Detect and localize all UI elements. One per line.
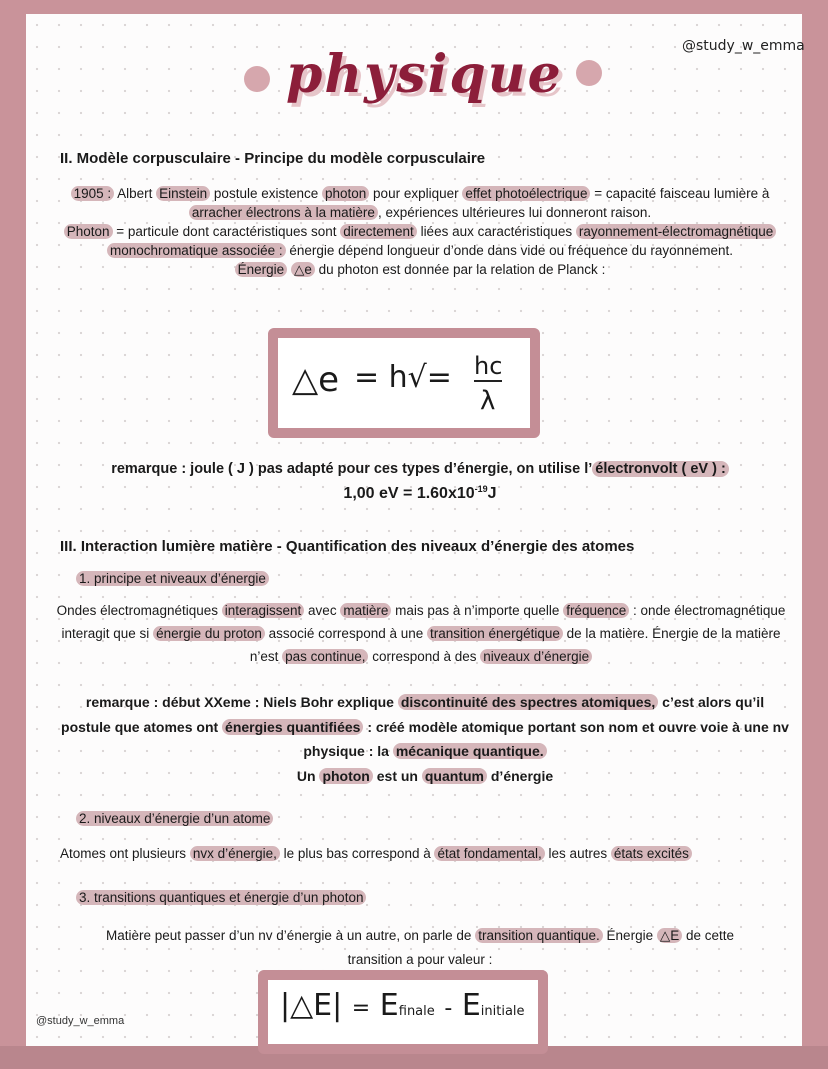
section-heading-2: II. Modèle corpusculaire - Principe du modèle corpusculaire: [60, 150, 486, 167]
text: , expériences ultérieures lui donneront raison.: [377, 204, 652, 220]
formula-denominator: λ: [480, 386, 496, 416]
energy-formula-box: [258, 970, 548, 1054]
hl-sub3: 3. transitions quantiques et énergie d’un photon: [76, 890, 366, 905]
text: mais pas à n’importe quelle: [391, 603, 564, 618]
hl-nvx: nvx d’énergie,: [190, 846, 280, 861]
page-title: physique: [286, 44, 563, 105]
hl-quantum: quantum: [422, 768, 487, 784]
hl-electronvolt: électronvolt ( eV ) :: [592, 461, 729, 477]
text: énergie dépend longueur d’onde dans vide ou fréquence du rayonnement.: [285, 242, 733, 258]
hl-photon-def: Photon: [64, 224, 113, 239]
formula2-eq: =: [351, 996, 371, 1021]
text: associé correspond à une: [264, 625, 428, 641]
remark-bohr: [40, 690, 810, 788]
text: Atomes ont plusieurs: [60, 846, 190, 861]
ev-value: 1,00 eV = 1.60x10: [343, 485, 475, 503]
hl-mecanique: mécanique quantique.: [393, 743, 547, 759]
title-block: [236, 40, 616, 120]
formula2-sub1: finale: [398, 1004, 435, 1019]
title-dot-right: [576, 60, 602, 86]
hl-transition-quantique: transition quantique.: [475, 928, 603, 943]
ev-exponent: -19: [474, 484, 488, 495]
hl-effet: effet photoélectrique: [462, 186, 590, 201]
hl-matiere: matière: [340, 603, 391, 618]
author-handle: @study_w_emma: [682, 38, 805, 54]
hl-rayonnement: rayonnement-électromagnétique: [576, 224, 776, 239]
hl-energie-proton: énergie du proton: [153, 626, 265, 641]
text: physique : la: [303, 743, 393, 759]
hl-interagissent: interagissent: [222, 603, 305, 618]
hl-mono: monochromatique associée :: [107, 243, 286, 258]
hl-einstein: Einstein: [156, 186, 210, 201]
planck-formula-box: [268, 328, 540, 438]
section-heading-3: III. Interaction lumière matière - Quantification des niveaux d’énergie des atomes: [60, 538, 635, 555]
text: est un: [372, 767, 422, 784]
text: correspond à des: [368, 648, 481, 664]
text: avec: [304, 603, 341, 618]
text: interagit que si: [61, 625, 154, 641]
text: du photon est donnée par la relation de Planck :: [314, 261, 606, 277]
title-dot-left: [244, 66, 270, 92]
hl-directement: directement: [340, 224, 417, 239]
hl-fondamental: état fondamental,: [434, 846, 544, 861]
author-handle-footer: @study_w_emma: [36, 1015, 125, 1027]
text: n’est: [249, 648, 283, 664]
text: = capacité faisceau lumière à: [590, 186, 770, 201]
text: : onde électromagnétique: [629, 603, 786, 618]
text: de cette: [682, 928, 735, 943]
text: remarque : joule ( J ) pas adapté pour ces types d’énergie, on utilise l’: [111, 461, 593, 477]
hl-frequence: fréquence: [563, 603, 629, 618]
text: Ondes électromagnétiques: [56, 603, 222, 618]
text: liées aux caractéristiques: [416, 223, 576, 239]
formula2-e1: E: [379, 988, 399, 1023]
text: c’est alors qu’il: [658, 694, 765, 710]
formula2-e2: E: [461, 988, 481, 1023]
text: les autres: [544, 846, 611, 861]
hl-excites: états excités: [611, 846, 692, 861]
paragraph-einstein: [40, 185, 800, 279]
hl-energie: Énergie: [235, 262, 288, 277]
hl-year: 1905 :: [71, 186, 115, 201]
text: postule que atomes ont: [61, 718, 223, 735]
subheading-1: [76, 570, 269, 589]
text: = particule dont caractéristiques sont: [112, 223, 341, 239]
text: transition a pour valeur :: [347, 951, 493, 967]
text: Matière peut passer d’un nv d’énergie à un autre, on parle de: [105, 928, 476, 943]
formula2-minus: -: [444, 996, 453, 1021]
formula2: [280, 988, 525, 1023]
text: de la matière. Énergie de la matière: [562, 625, 781, 641]
text: : créé modèle atomique portant son nom et ouvre voie à une nv: [363, 718, 789, 735]
hl-sub2: 2. niveaux d’énergie d’un atome: [76, 811, 273, 826]
paragraph-interaction: [36, 600, 806, 669]
hl-niveaux: niveaux d’énergie: [480, 649, 592, 664]
text: Un: [296, 767, 320, 784]
ev-unit: J: [487, 485, 497, 503]
formula2-sub2: initiale: [480, 1004, 525, 1019]
hl-continue: pas continue,: [282, 649, 368, 664]
hl-photon: photon: [322, 186, 369, 201]
subheading-2: [76, 810, 273, 829]
text: postule existence: [210, 186, 322, 201]
hl-sub1: 1. principe et niveaux d’énergie: [76, 571, 269, 586]
hl-quantifiees: énergies quantifiées: [222, 719, 363, 735]
formula2-lhs: |△E|: [280, 988, 343, 1023]
hl-transition: transition énergétique: [427, 626, 563, 641]
formula-numerator: hc: [474, 352, 503, 380]
remark-ev: [40, 458, 800, 507]
hl-delta-E: △E: [657, 928, 682, 943]
hl-delta-e: △e: [291, 262, 315, 277]
paragraph-niveaux: [60, 845, 692, 864]
text: le plus bas correspond à: [279, 846, 435, 861]
subheading-3: [76, 889, 366, 908]
text: pour expliquer: [369, 186, 463, 201]
text: d’énergie: [486, 767, 554, 784]
hl-photon-quantum: photon: [319, 768, 372, 784]
formula-eq: = h√=: [354, 360, 452, 395]
formula-lhs: △e: [292, 360, 340, 400]
text: Énergie: [602, 928, 657, 943]
text: remarque : début XXeme : Niels Bohr explique: [85, 694, 398, 710]
hl-arracher: arracher électrons à la matière: [189, 205, 378, 220]
hl-discontinuite: discontinuité des spectres atomiques,: [398, 694, 658, 710]
text: Albert: [114, 186, 157, 201]
paragraph-transitions: [40, 924, 800, 971]
